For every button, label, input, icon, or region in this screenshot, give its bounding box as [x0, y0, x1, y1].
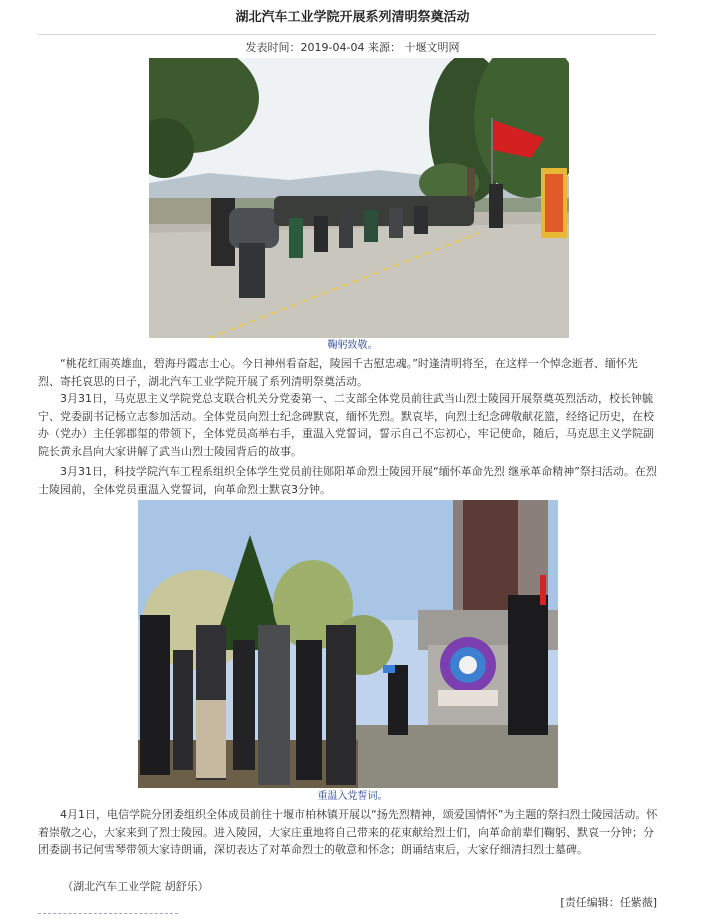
title-divider	[38, 34, 656, 35]
photo-caption: 鞠躬致敬。	[327, 340, 378, 351]
article-author: （湖北汽车工业学院 胡舒乐）	[62, 880, 209, 893]
editor-credit: [责任编辑：任紫薇]	[560, 896, 657, 909]
paragraph: 3月31日，科技学院汽车工程系组织全体学生党员前往郧阳革命烈士陵园开展“缅怀革命先烈 继承革命精神”祭扫活动。在烈士陵园前，全体党员重温入党誓词，向革命烈士默哀3分钟。	[38, 465, 657, 496]
photo-oath	[138, 500, 558, 788]
photo-bowing	[149, 58, 569, 338]
article-title: 湖北汽车工业学院开展系列清明祭奠活动	[235, 10, 470, 25]
paragraph: 3月31日，马克思主义学院党总支联合机关分党委第一、二支部全体党员前往武当山烈士陵园开展祭奠英烈活动，校长钟毓宁、党委副书记杨立志参加活动。全体党员向烈士纪念碑默哀，缅怀先烈。默哀毕，向烈士纪念碑敬献花篮，经络记历史，在校办（党办）主任郭郡玺的带领下，全体党员高举右手，重温入党誓词，誓示自己不忘初心，牢记使命，随后，马克思主义学院副院长黄永昌向大家讲解了武当山烈士陵园背后的故事。	[38, 392, 654, 458]
paragraph: 4月1日，电信学院分团委组织全体成员前往十堰市柏林镇开展以“扬先烈精神，颂爱国情怀”为主题的祭扫烈士陵园活动。怀着崇敬之心，大家来到了烈士陵园。进入陵园，大家庄重地将自己带来的花束献给烈士们，向革命前辈们鞠躬、默哀一分钟；分团委副书记何雪琴带领大家诗朗诵，深切表达了对革命烈士的敬意和怀念；朗诵结束后，大家仔细清扫烈士墓碑。	[38, 808, 658, 857]
photo-caption: 重温入党誓词。	[317, 791, 388, 802]
article-meta: 发表时间：2019-04-04 来源： 十堰文明网	[245, 41, 460, 54]
paragraph: “桃花红雨英雄血，碧海丹霞志士心。今日神州看奋起，陵园千古慰忠魂。”时逢清明将至，在这样一个悼念逝者、缅怀先烈、寄托哀思的日子，湖北汽车工业学院开展了系列清明祭奠活动。	[38, 357, 638, 388]
